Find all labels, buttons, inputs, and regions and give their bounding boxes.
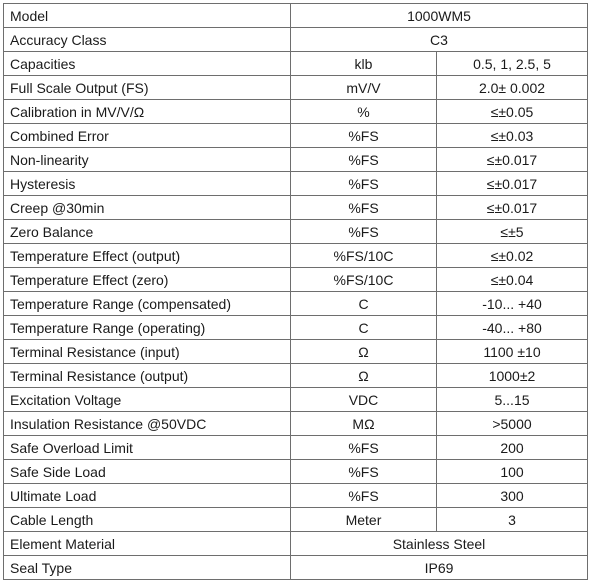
spec-unit: %FS/10C xyxy=(291,268,437,292)
table-row xyxy=(4,388,588,412)
spec-label: Cable Length xyxy=(4,508,291,532)
spec-value: IP69 xyxy=(291,556,588,580)
table-row xyxy=(4,460,588,484)
spec-value: 1000WM5 xyxy=(291,4,588,28)
spec-label: Hysteresis xyxy=(4,172,291,196)
spec-label: Combined Error xyxy=(4,124,291,148)
spec-value: ≤±0.017 xyxy=(437,172,588,196)
table-row xyxy=(4,172,588,196)
spec-unit: mV/V xyxy=(291,76,437,100)
spec-label: Element Material xyxy=(4,532,291,556)
spec-unit: %FS xyxy=(291,172,437,196)
table-row xyxy=(4,196,588,220)
spec-value: 2.0± 0.002 xyxy=(437,76,588,100)
spec-label: Insulation Resistance @50VDC xyxy=(4,412,291,436)
spec-value: 0.5, 1, 2.5, 5 xyxy=(437,52,588,76)
spec-unit: % xyxy=(291,100,437,124)
spec-value: ≤±0.03 xyxy=(437,124,588,148)
table-row xyxy=(4,508,588,532)
spec-label: Temperature Range (operating) xyxy=(4,316,291,340)
spec-value: 300 xyxy=(437,484,588,508)
spec-label: Model xyxy=(4,4,291,28)
spec-label: Ultimate Load xyxy=(4,484,291,508)
table-row xyxy=(4,100,588,124)
spec-value: C3 xyxy=(291,28,588,52)
spec-value: 1000±2 xyxy=(437,364,588,388)
spec-unit: %FS xyxy=(291,484,437,508)
spec-value: ≤±5 xyxy=(437,220,588,244)
spec-label: Accuracy Class xyxy=(4,28,291,52)
spec-unit: Meter xyxy=(291,508,437,532)
spec-value: ≤±0.017 xyxy=(437,196,588,220)
spec-label: Calibration in MV/V/Ω xyxy=(4,100,291,124)
spec-label: Safe Side Load xyxy=(4,460,291,484)
table-row xyxy=(4,292,588,316)
spec-label: Terminal Resistance (input) xyxy=(4,340,291,364)
spec-label: Excitation Voltage xyxy=(4,388,291,412)
table-row xyxy=(4,484,588,508)
spec-value: 100 xyxy=(437,460,588,484)
table-row xyxy=(4,364,588,388)
spec-label: Non-linearity xyxy=(4,148,291,172)
spec-unit: C xyxy=(291,292,437,316)
spec-label: Terminal Resistance (output) xyxy=(4,364,291,388)
spec-label: Zero Balance xyxy=(4,220,291,244)
table-row xyxy=(4,412,588,436)
spec-value: ≤±0.04 xyxy=(437,268,588,292)
spec-label: Seal Type xyxy=(4,556,291,580)
spec-value: 3 xyxy=(437,508,588,532)
spec-table xyxy=(3,3,588,580)
spec-unit: %FS xyxy=(291,220,437,244)
table-row xyxy=(4,268,588,292)
spec-value: ≤±0.02 xyxy=(437,244,588,268)
spec-unit: Ω xyxy=(291,364,437,388)
spec-value: Stainless Steel xyxy=(291,532,588,556)
table-row xyxy=(4,316,588,340)
spec-label: Full Scale Output (FS) xyxy=(4,76,291,100)
table-row xyxy=(4,436,588,460)
table-row xyxy=(4,220,588,244)
spec-unit: %FS xyxy=(291,196,437,220)
table-row xyxy=(4,532,588,556)
spec-unit: %FS xyxy=(291,124,437,148)
table-row xyxy=(4,340,588,364)
table-row xyxy=(4,148,588,172)
table-row xyxy=(4,124,588,148)
spec-label: Temperature Effect (zero) xyxy=(4,268,291,292)
spec-value: ≤±0.017 xyxy=(437,148,588,172)
spec-value: 5...15 xyxy=(437,388,588,412)
spec-table-body xyxy=(4,4,588,580)
table-row xyxy=(4,556,588,580)
spec-unit: %FS xyxy=(291,148,437,172)
spec-unit: %FS xyxy=(291,460,437,484)
spec-label: Temperature Range (compensated) xyxy=(4,292,291,316)
table-row xyxy=(4,52,588,76)
spec-label: Capacities xyxy=(4,52,291,76)
spec-value: -40... +80 xyxy=(437,316,588,340)
spec-unit: C xyxy=(291,316,437,340)
table-row xyxy=(4,28,588,52)
spec-value: 200 xyxy=(437,436,588,460)
spec-label: Temperature Effect (output) xyxy=(4,244,291,268)
spec-unit: MΩ xyxy=(291,412,437,436)
spec-unit: %FS xyxy=(291,436,437,460)
spec-unit: klb xyxy=(291,52,437,76)
spec-label: Safe Overload Limit xyxy=(4,436,291,460)
spec-value: >5000 xyxy=(437,412,588,436)
spec-value: ≤±0.05 xyxy=(437,100,588,124)
spec-value: 1100 ±10 xyxy=(437,340,588,364)
spec-value: -10... +40 xyxy=(437,292,588,316)
table-row xyxy=(4,76,588,100)
spec-unit: VDC xyxy=(291,388,437,412)
table-row xyxy=(4,244,588,268)
spec-unit: Ω xyxy=(291,340,437,364)
spec-unit: %FS/10C xyxy=(291,244,437,268)
spec-label: Creep @30min xyxy=(4,196,291,220)
table-row xyxy=(4,4,588,28)
